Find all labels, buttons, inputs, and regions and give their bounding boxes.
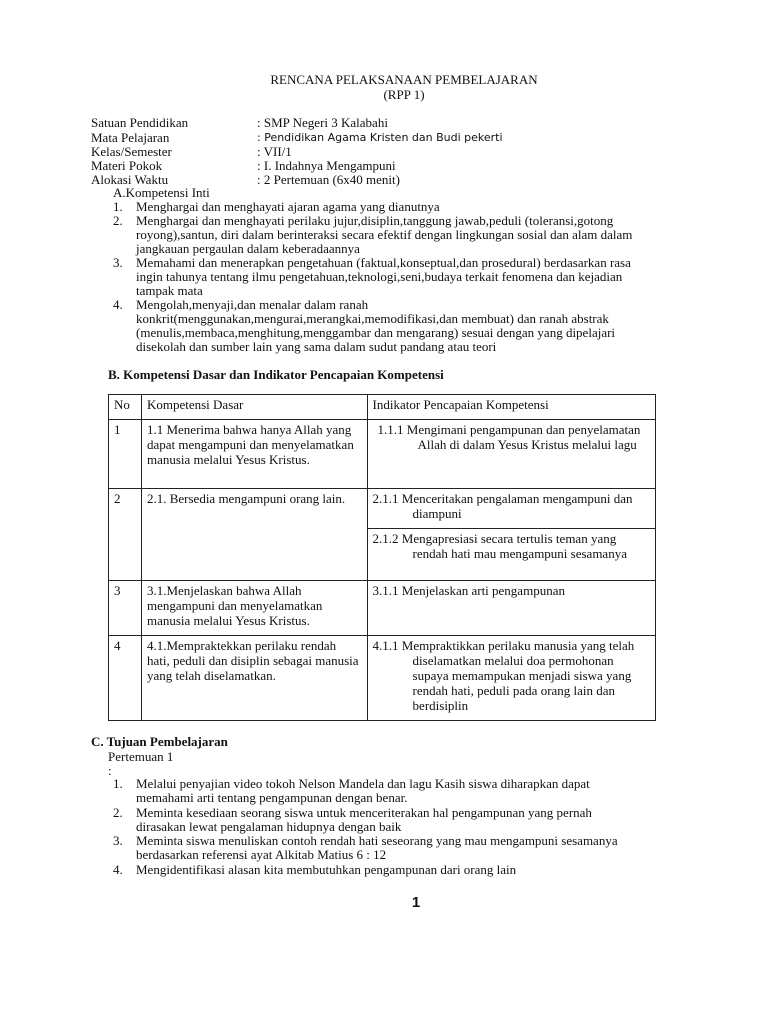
list-item-text: royong),santun, diri dalam berinteraksi secara efektif dengan lingkungan sosial dan alam dalam [136, 227, 633, 242]
cell-indicator [367, 489, 655, 529]
list-number: 3. [113, 833, 123, 848]
identity-label: Mata Pelajaran [91, 130, 170, 145]
identity-label: Kelas/Semester [91, 144, 172, 159]
identity-value: : VII/1 [257, 144, 292, 159]
column-header-indicator: Indikator Pencapaian Kompetensi [367, 395, 655, 420]
indicator-text: 1.1.1 Mengimani pengampunan dan penyelamatan Allah di dalam Yesus Kristus melalui lagu [377, 422, 641, 452]
cell-no: 3 [109, 581, 142, 636]
list-item-text: Memahami dan menerapkan pengetahuan (faktual,konseptual,dan prosedural) berdasarkan rasa [136, 255, 631, 270]
list-item-text: Mengolah,menyaji,dan menalar dalam ranah [136, 297, 369, 312]
list-number: 2. [113, 213, 123, 228]
list-item-text: memahami arti tentang pengampunan dengan benar. [136, 790, 408, 805]
list-item-text: dirasakan lewat pengalaman hidupnya dengan baik [136, 819, 402, 834]
cell-indicator [367, 581, 655, 636]
identity-value: : SMP Negeri 3 Kalabahi [257, 115, 388, 130]
table-header-row [109, 395, 656, 420]
list-number: 2. [113, 805, 123, 820]
kd-text: 2.1. Bersedia mengampuni orang lain. [146, 491, 346, 506]
list-item-text: berdasarkan referensi ayat Alkitab Matius 6 : 12 [136, 847, 387, 862]
list-item-text: Meminta siswa menuliskan contoh rendah hati seseorang yang mau mengampuni sesamanya [136, 833, 618, 848]
list-number: 4. [113, 297, 123, 312]
table-row [109, 420, 656, 489]
list-item-text: ingin tahunya tentang ilmu pengetahuan,teknologi,seni,budaya terkait fenomena dan kejadian [136, 269, 623, 284]
table-row [109, 636, 656, 721]
document-subtitle: (RPP 1) [383, 87, 425, 102]
competency-table [108, 394, 656, 721]
list-item-text: konkrit(menggunakan,mengurai,merangkai,memodifikasi,dan membuat) dan ranah abstrak [136, 311, 609, 326]
list-item-text: Melalui penyajian video tokoh Nelson Mandela dan lagu Kasih siswa diharapkan dapat [136, 776, 590, 791]
meeting-label: Pertemuan 1 [108, 749, 174, 764]
list-item-text: jangkauan pergaulan dalam keberadaannya [136, 241, 360, 256]
list-number: 1. [113, 199, 123, 214]
list-item-text: disekolah dan sumber lain yang sama dalam sudut pandang atau teori [136, 339, 497, 354]
cell-no: 2 [109, 489, 142, 581]
indicator-text: 2.1.2 Mengapresiasi secara tertulis teman yang rendah hati mau mengampuni sesamanya [372, 531, 627, 561]
cell-kd: 3.1.Menjelaskan bahwa Allah mengampuni dan menyelamatkan manusia melalui Yesus Kristus. [141, 581, 367, 636]
column-header-kd: Kompetensi Dasar [141, 395, 367, 420]
cell-indicator [367, 420, 655, 489]
identity-label: Materi Pokok [91, 158, 163, 173]
list-item-text: Menghargai dan menghayati perilaku jujur,disiplin,tanggung jawab,peduli (toleransi,gotong [136, 213, 614, 228]
cell-indicator [367, 529, 655, 581]
list-item-text: Meminta kesediaan seorang siswa untuk menceriterakan hal pengampunan yang pernah [136, 805, 592, 820]
section-c-heading: C. Tujuan Pembelajaran [91, 734, 228, 749]
list-item-text: Mengidentifikasi alasan kita membutuhkan pengampunan dari orang lain [136, 862, 517, 877]
section-b-heading: B. Kompetensi Dasar dan Indikator Pencapaian Kompetensi [108, 367, 444, 382]
list-number: 4. [113, 862, 123, 877]
document-title: RENCANA PELAKSANAAN PEMBELAJARAN [270, 72, 538, 87]
cell-indicator [367, 636, 655, 721]
cell-kd [141, 489, 367, 581]
identity-value: : 2 Pertemuan (6x40 menit) [257, 172, 400, 187]
list-item-text: (menulis,membaca,menghitung,menggambar dan mengarang) sesuai dengan yang dipelajari [136, 325, 616, 340]
cell-kd: 4.1.Mempraktekkan perilaku rendah hati, peduli dan disiplin sebagai manusia yang telah diselamatkan. [141, 636, 367, 721]
cell-no: 1 [109, 420, 142, 489]
list-number: 3. [113, 255, 123, 270]
table-row [109, 489, 656, 529]
list-item-text: tampak mata [136, 283, 203, 298]
section-a-heading: A.Kompetensi Inti [113, 185, 210, 200]
meeting-colon: : [108, 763, 112, 778]
cell-kd: 1.1 Menerima bahwa hanya Allah yang dapat mengampuni dan menyelamatkan manusia melalui Yesus Kristus. [141, 420, 367, 489]
cell-no: 4 [109, 636, 142, 721]
identity-label: Alokasi Waktu [91, 172, 169, 187]
table-row [109, 581, 656, 636]
identity-value: : Pendidikan Agama Kristen dan Budi pekerti [257, 131, 503, 144]
page-number: 1 [411, 894, 421, 911]
column-header-no: No [109, 395, 142, 420]
indicator-text: 4.1.1 Mempraktikkan perilaku manusia yang telah diselamatkan melalui doa permohonan supaya memampukan menjadi siswa yang rendah hati, peduli pada orang lain dan berdisiplin [372, 638, 635, 713]
list-number: 1. [113, 776, 123, 791]
indicator-text: 3.1.1 Menjelaskan arti pengampunan [372, 583, 565, 598]
indicator-text: 2.1.1 Menceritakan pengalaman mengampuni dan diampuni [372, 491, 633, 521]
list-item-text: Menghargai dan menghayati ajaran agama yang dianutnya [136, 199, 440, 214]
identity-value: : I. Indahnya Mengampuni [257, 158, 396, 173]
identity-label: Satuan Pendidikan [91, 115, 189, 130]
